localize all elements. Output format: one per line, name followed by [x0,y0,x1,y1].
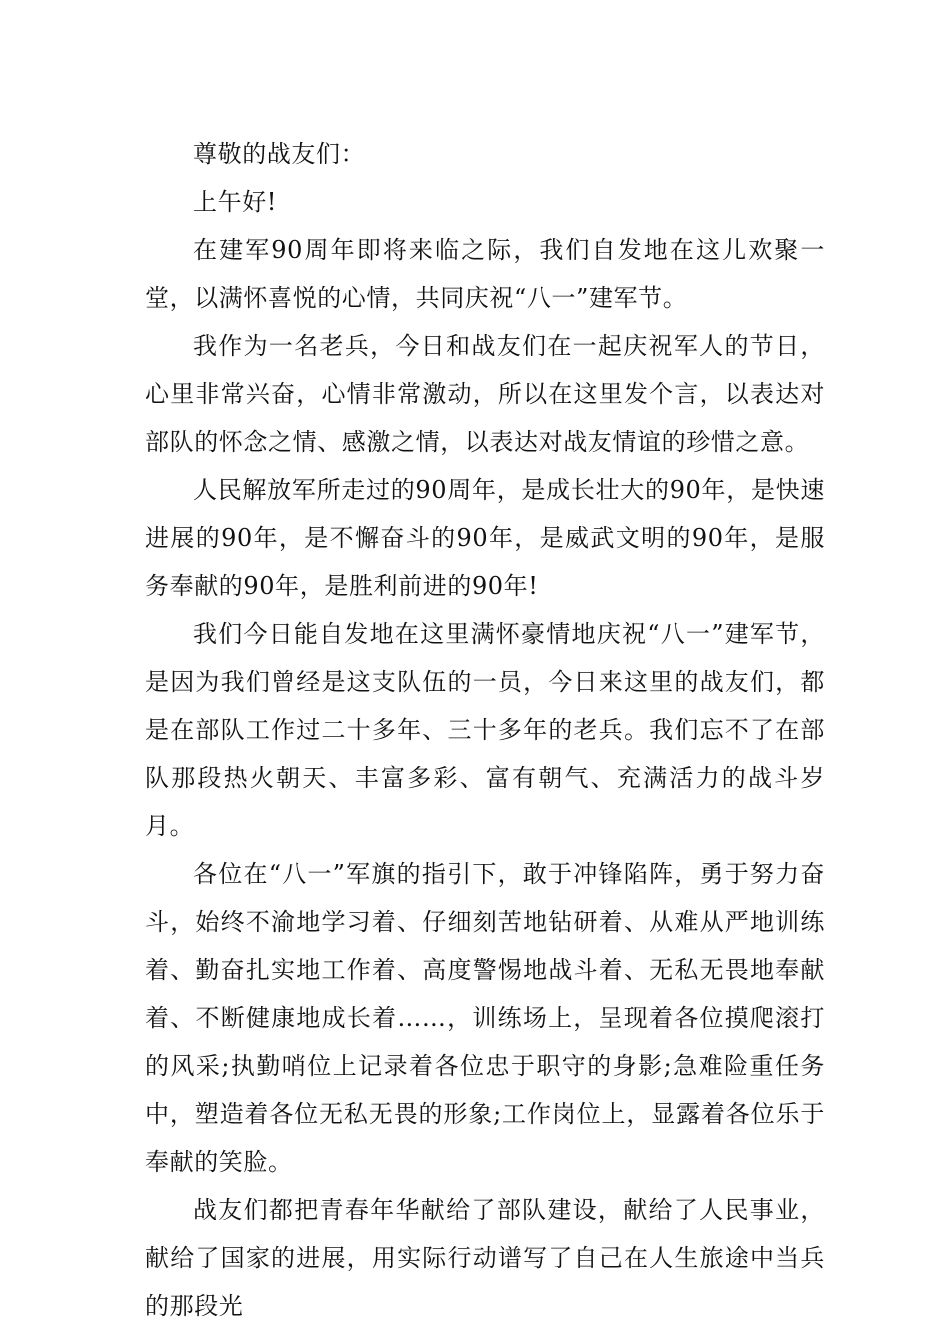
paragraph-3: 人民解放军所走过的90周年，是成长壮大的90年，是快速进展的90年，是不懈奋斗的90年，是威武文明的90年，是服务奉献的90年，是胜利前进的90年! [145,476,825,600]
salutation: 尊敬的战友们： [193,140,366,168]
paragraph-5: 各位在“八一”军旗的指引下，敢于冲锋陷阵，勇于努力奋斗，始终不渝地学习着、仔细刻苦地钻研着、从难从严地训练着、勤奋扎实地工作着、高度警惕地战斗着、无私无畏地奉献着、不断健康地成长着……，训练场上，呈现着各位摸爬滚打的风采;执勤哨位上记录着各位忠于职守的身影;急难险重任务中，塑造着各位无私无畏的形象;工作岗位上，显露着各位乐于奉献的笑脸。 [145,860,825,1176]
paragraph-4: 我们今日能自发地在这里满怀豪情地庆祝“八一”建军节，是因为我们曾经是这支队伍的一员，今日来这里的战友们，都是在部队工作过二十多年、三十多年的老兵。我们忘不了在部队那段热火朝天、丰富多彩、富有朝气、充满活力的战斗岁月。 [145,620,825,840]
paragraph-1: 在建军90周年即将来临之际，我们自发地在这儿欢聚一堂，以满怀喜悦的心情，共同庆祝“八一”建军节。 [145,236,825,312]
greeting: 上午好! [193,188,278,216]
speech-body [145,130,825,1330]
paragraph-6: 战友们都把青春年华献给了部队建设，献给了人民事业，献给了国家的进展，用实际行动谱写了自己在人生旅途中当兵的那段光 [145,1196,825,1320]
paragraph-2: 我作为一名老兵，今日和战友们在一起庆祝军人的节日，心里非常兴奋，心情非常激动，所以在这里发个言，以表达对部队的怀念之情、感激之情，以表达对战友情谊的珍惜之意。 [145,332,825,456]
